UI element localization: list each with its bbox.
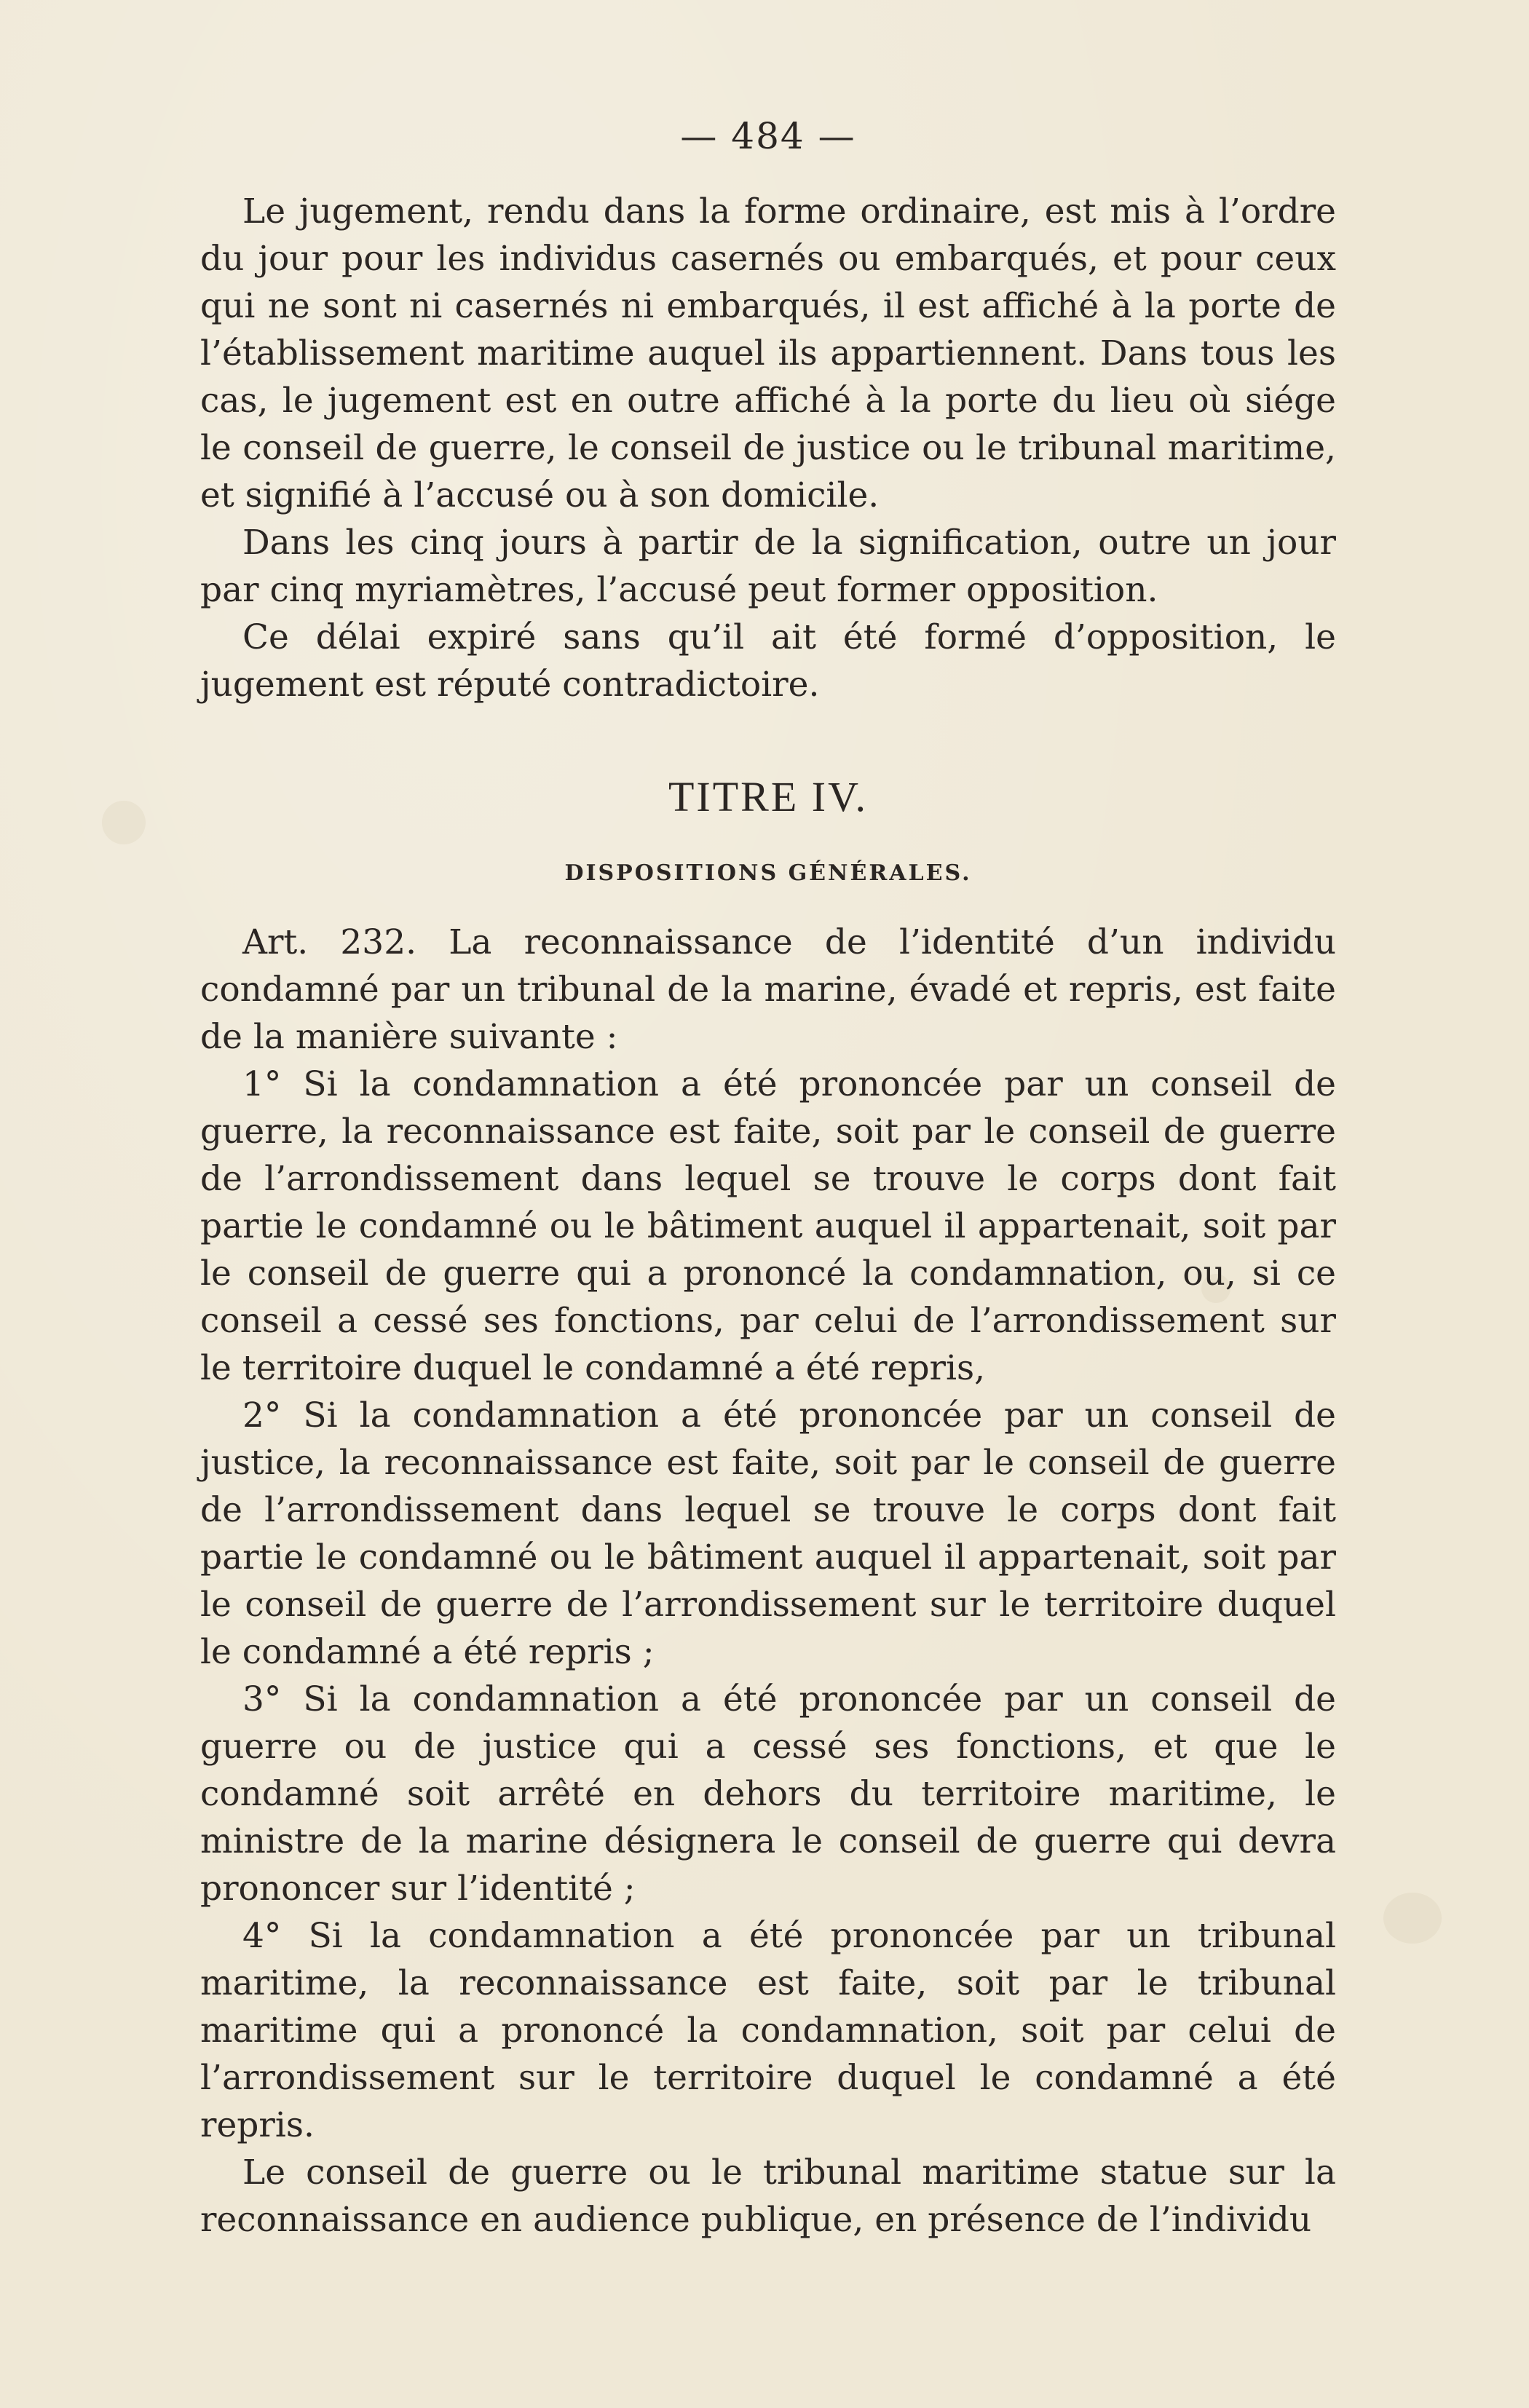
paper-stain — [102, 801, 146, 844]
article-label: Art. 232. — [242, 922, 417, 962]
paragraph: Ce délai expiré sans qu’il ait été formé d’opposition, le jugement est réputé contradictoire. — [200, 617, 1336, 705]
paper-stain — [1383, 1893, 1442, 1944]
paragraph: Le conseil de guerre ou le tribunal maritime statue sur la reconnaissance en audience publique, en présence de l’individu — [200, 2152, 1336, 2240]
paragraph: Dans les cinq jours à partir de la signification, outre un jour par cinq myriamètres, l’accusé peut former opposition. — [200, 523, 1336, 610]
section-subtitle: DISPOSITIONS GÉNÉRALES. — [564, 860, 972, 886]
article-paragraph — [200, 919, 1336, 1061]
page-number: — 484 — — [680, 115, 856, 157]
article-item: 2° Si la condamnation a été prononcée par un conseil de justice, la reconnaissance est faite, soit par le conseil de guerre de l’arrondissement dans lequel se trouve le corps dont fait partie le condamné ou le bâtiment auquel il appartenait, soit par le conseil de guerre de l’arrondissement sur le territoire duquel le condamné a été repris ; — [200, 1395, 1336, 1672]
article-item: 3° Si la condamnation a été prononcée par un conseil de guerre ou de justice qui a cessé ses fonctions, et que le condamné soit arrêté en dehors du territoire maritime, le ministre de la marine désignera le conseil de guerre qui devra prononcer sur l’identité ; — [200, 1679, 1336, 1909]
article-item: 4° Si la condamnation a été prononcée par un tribunal maritime, la reconnaissance est faite, soit par le tribunal maritime qui a prononcé la condamnation, soit par celui de l’arrondissement sur le territoire duquel le condamné a été repris. — [200, 1916, 1336, 2145]
section-title: TITRE IV. — [668, 773, 868, 820]
article-intro: La reconnaissance de l’identité d’un individu condamné par un tribunal de la marine, évadé et repris, est faite de la manière suivante : — [200, 922, 1336, 1057]
page-text — [200, 109, 1336, 2243]
paragraph: Le jugement, rendu dans la forme ordinaire, est mis à l’ordre du jour pour les individus casernés ou embarqués, et pour ceux qui ne sont ni casernés ni embarqués, il est affiché à la porte de l’établissement maritime auquel ils appartiennent. Dans tous les cas, le jugement est en outre affiché à la porte du lieu où siége le conseil de guerre, le conseil de justice ou le tribunal maritime, et signifié à l’accusé ou à son domicile. — [200, 191, 1336, 515]
article-item: 1° Si la condamnation a été prononcée par un conseil de guerre, la reconnaissance est faite, soit par le conseil de guerre de l’arrondissement dans lequel se trouve le corps dont fait partie le condamné ou le bâtiment auquel il appartenait, soit par le conseil de guerre qui a prononcé la condamnation, ou, si ce conseil a cessé ses fonctions, par celui de l’arrondissement sur le territoire duquel le condamné a été repris, — [200, 1064, 1336, 1388]
